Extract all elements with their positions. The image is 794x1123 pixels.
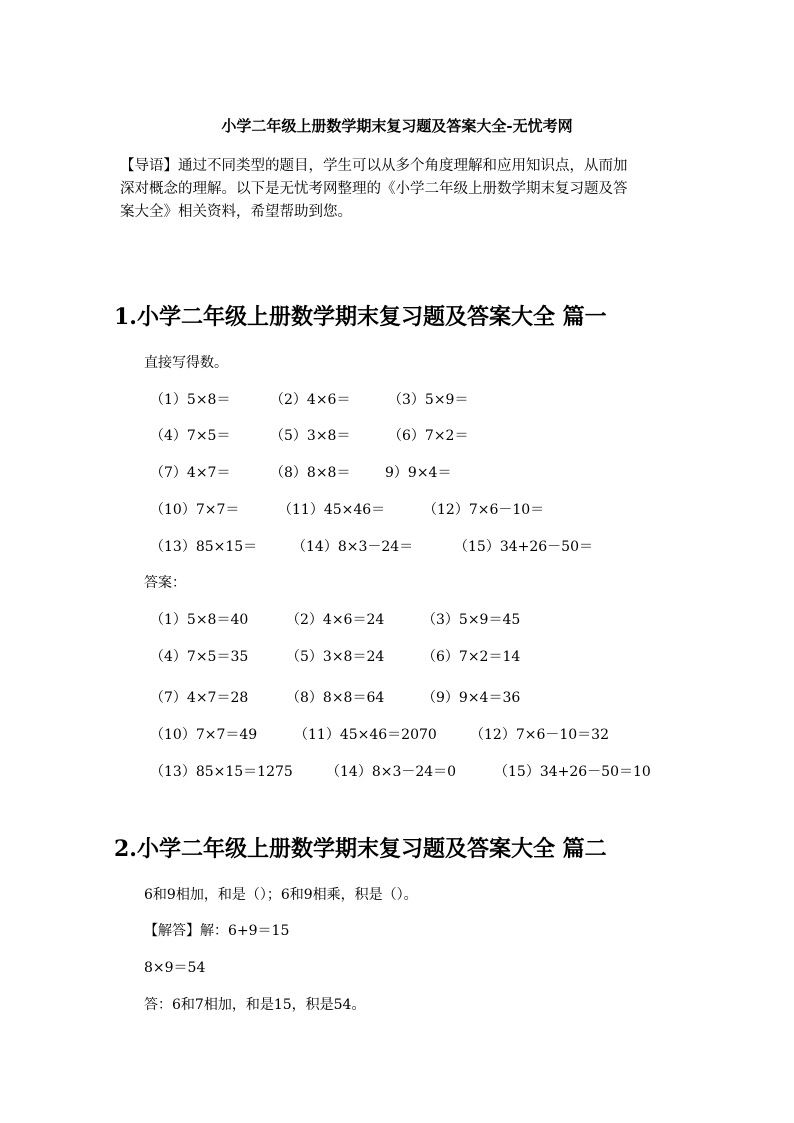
answer-item: （13）85×15＝1275 bbox=[150, 764, 293, 780]
intro-paragraph bbox=[120, 155, 680, 224]
intro-line: 案大全》相关资料，希望帮助到您。 bbox=[120, 204, 352, 220]
section2-line: 答：6和7相加，和是15，积是54。 bbox=[144, 997, 366, 1013]
answer-item: （10）7×7＝49 bbox=[150, 727, 258, 743]
intro-line: 深对概念的理解。以下是无忧考网整理的《小学二年级上册数学期末复习题及答 bbox=[120, 181, 628, 197]
question-item: （12）7×6－10＝ bbox=[423, 502, 545, 518]
answer-item: （15）34+26－50＝10 bbox=[494, 764, 651, 780]
question-item: （15）34+26－50＝ bbox=[454, 539, 593, 555]
section2-line: 6和9相加，和是（）；6和9相乘，积是（）。 bbox=[144, 887, 418, 903]
answer-item: （14）8×3－24＝0 bbox=[326, 764, 457, 780]
answer-item: （11）45×46＝2070 bbox=[294, 727, 437, 743]
answer-item: （8）8×8＝64 bbox=[286, 690, 385, 706]
section1-heading: 1.小学二年级上册数学期末复习题及答案大全 篇一 bbox=[114, 304, 607, 330]
question-item: （14）8×3－24＝ bbox=[292, 539, 414, 555]
section2-heading: 2.小学二年级上册数学期末复习题及答案大全 篇二 bbox=[114, 836, 607, 862]
answer-item: （2）4×6＝24 bbox=[286, 612, 385, 628]
question-item: （10）7×7＝ bbox=[150, 502, 240, 518]
section2-line: 8×9＝54 bbox=[144, 960, 206, 976]
answer-item: （4）7×5＝35 bbox=[150, 649, 249, 665]
question-item: （5）3×8＝ bbox=[270, 428, 351, 444]
question-item: （4）7×5＝ bbox=[150, 428, 231, 444]
answer-item: （1）5×8＝40 bbox=[150, 612, 249, 628]
question-item: （13）85×15＝ bbox=[150, 539, 258, 555]
answer-label: 答案： bbox=[144, 575, 186, 591]
question-item: 9）9×4＝ bbox=[385, 465, 452, 481]
question-item: （8）8×8＝ bbox=[270, 465, 351, 481]
section1-instruction: 直接写得数。 bbox=[144, 355, 228, 371]
question-item: （2）4×6＝ bbox=[270, 392, 351, 408]
answer-item: （9）9×4＝36 bbox=[422, 690, 521, 706]
intro-line: 【导语】通过不同类型的题目，学生可以从多个角度理解和应用知识点，从而加 bbox=[120, 158, 628, 174]
question-item: （7）4×7＝ bbox=[150, 465, 231, 481]
answer-item: （3）5×9＝45 bbox=[422, 612, 521, 628]
question-item: （3）5×9＝ bbox=[388, 392, 469, 408]
question-item: （11）45×46＝ bbox=[278, 502, 386, 518]
question-item: （6）7×2＝ bbox=[388, 428, 469, 444]
answer-item: （7）4×7＝28 bbox=[150, 690, 249, 706]
section2-line: 【解答】解：6+9＝15 bbox=[144, 923, 290, 939]
answer-item: （12）7×6－10＝32 bbox=[470, 727, 609, 743]
answer-item: （6）7×2＝14 bbox=[422, 649, 521, 665]
answer-item: （5）3×8＝24 bbox=[286, 649, 385, 665]
document-title: 小学二年级上册数学期末复习题及答案大全-无忧考网 bbox=[221, 117, 573, 135]
question-item: （1）5×8＝ bbox=[150, 392, 231, 408]
